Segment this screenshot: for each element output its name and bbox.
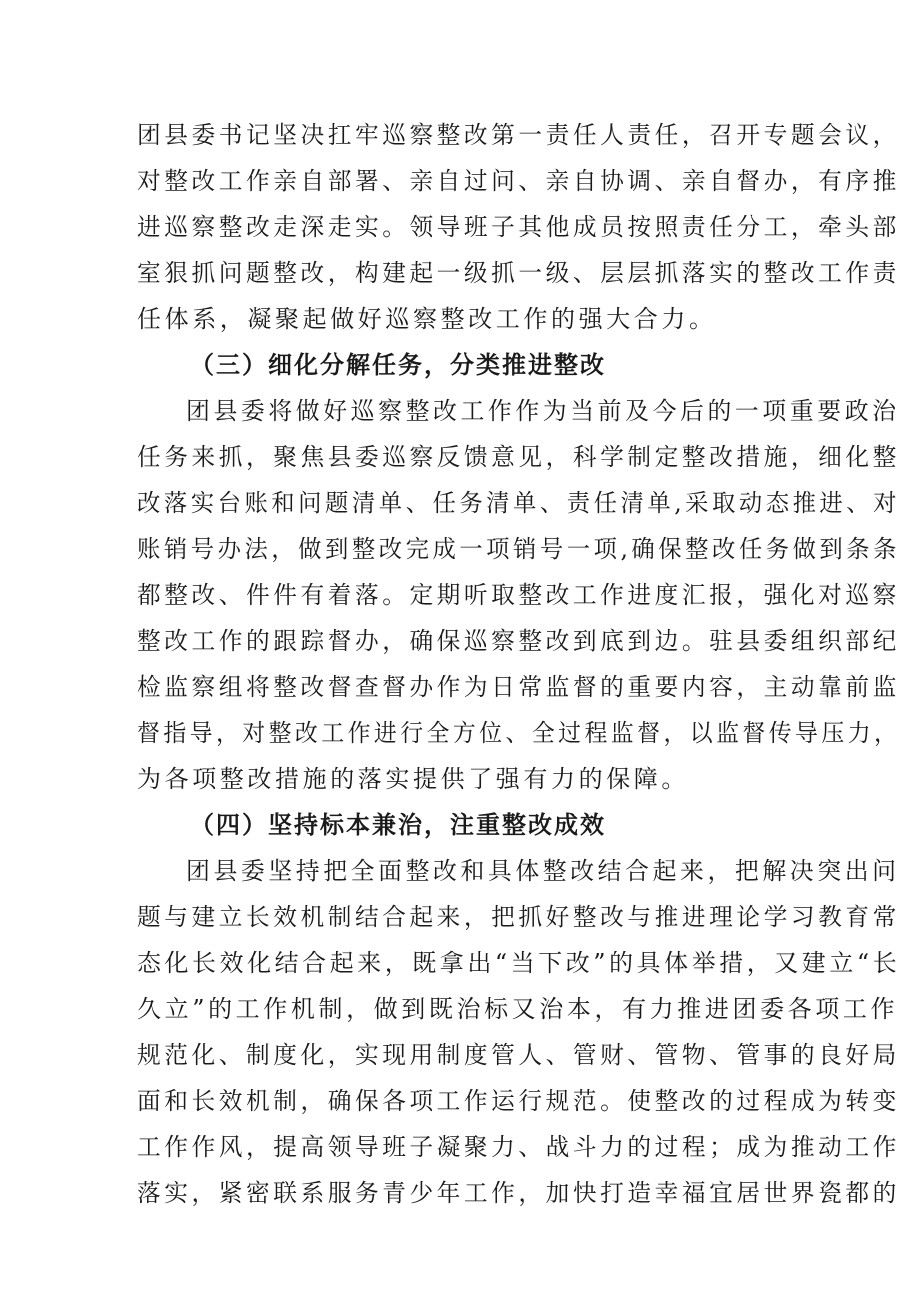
- paragraph-first-line: 团县委坚持把全面整改和具体整改结合起来，把解决突出问: [186, 857, 900, 885]
- body-text-line: 进巡察整改走深走实。领导班子其他成员按照责任分工，牵头部: [137, 213, 900, 241]
- body-text-line: 改落实台账和问题清单、任务清单、责任清单,采取动态推进、对: [137, 489, 901, 517]
- body-text-line: 督指导，对整改工作进行全方位、全过程监督，以监督传导压力，: [137, 719, 901, 747]
- body-text-line: 任务来抓，聚焦县委巡察反馈意见，科学制定整改措施，细化整: [137, 443, 900, 471]
- body-text-line: 都整改、件件有着落。定期听取整改工作进度汇报，强化对巡察: [137, 581, 900, 609]
- body-text-line: 账销号办法，做到整改完成一项销号一项,确保整改任务做到条条: [137, 535, 901, 563]
- body-text-line: 为各项整改措施的落实提供了强有力的保障。: [137, 765, 689, 793]
- body-text-line: 态化长效化结合起来，既拿出“当下改”的具体举措，又建立“长: [137, 949, 901, 977]
- paragraph-first-line: 团县委将做好巡察整改工作作为当前及今后的一项重要政治: [186, 397, 900, 425]
- body-text-line: 检监察组将整改督查督办作为日常监督的重要内容，主动靠前监: [137, 673, 900, 701]
- body-text-line: 工作作风，提高领导班子凝聚力、战斗力的过程；成为推动工作: [137, 1133, 900, 1161]
- body-text-line: 任体系，凝聚起做好巡察整改工作的强大合力。: [137, 305, 717, 333]
- section-heading-4: （四）坚持标本兼治，注重整改成效: [190, 811, 606, 839]
- body-text-line: 落实，紧密联系服务青少年工作，加快打造幸福宜居世界瓷都的: [137, 1179, 900, 1207]
- body-text-line: 团县委书记坚决扛牢巡察整改第一责任人责任，召开专题会议，: [137, 121, 900, 149]
- body-text-line: 久立”的工作机制，做到既治标又治本，有力推进团委各项工作: [137, 995, 899, 1023]
- body-text-line: 面和长效机制，确保各项工作运行规范。使整改的过程成为转变: [137, 1087, 900, 1115]
- body-text-line: 对整改工作亲自部署、亲自过问、亲自协调、亲自督办，有序推: [137, 167, 900, 195]
- body-text-line: 整改工作的跟踪督办，确保巡察整改到底到边。驻县委组织部纪: [137, 627, 900, 655]
- section-heading-3: （三）细化分解任务，分类推进整改: [190, 351, 606, 379]
- body-text-line: 规范化、制度化，实现用制度管人、管财、管物、管事的良好局: [137, 1041, 900, 1069]
- body-text-line: 题与建立长效机制结合起来，把抓好整改与推进理论学习教育常: [137, 903, 900, 931]
- body-text-line: 室狠抓问题整改，构建起一级抓一级、层层抓落实的整改工作责: [137, 259, 900, 287]
